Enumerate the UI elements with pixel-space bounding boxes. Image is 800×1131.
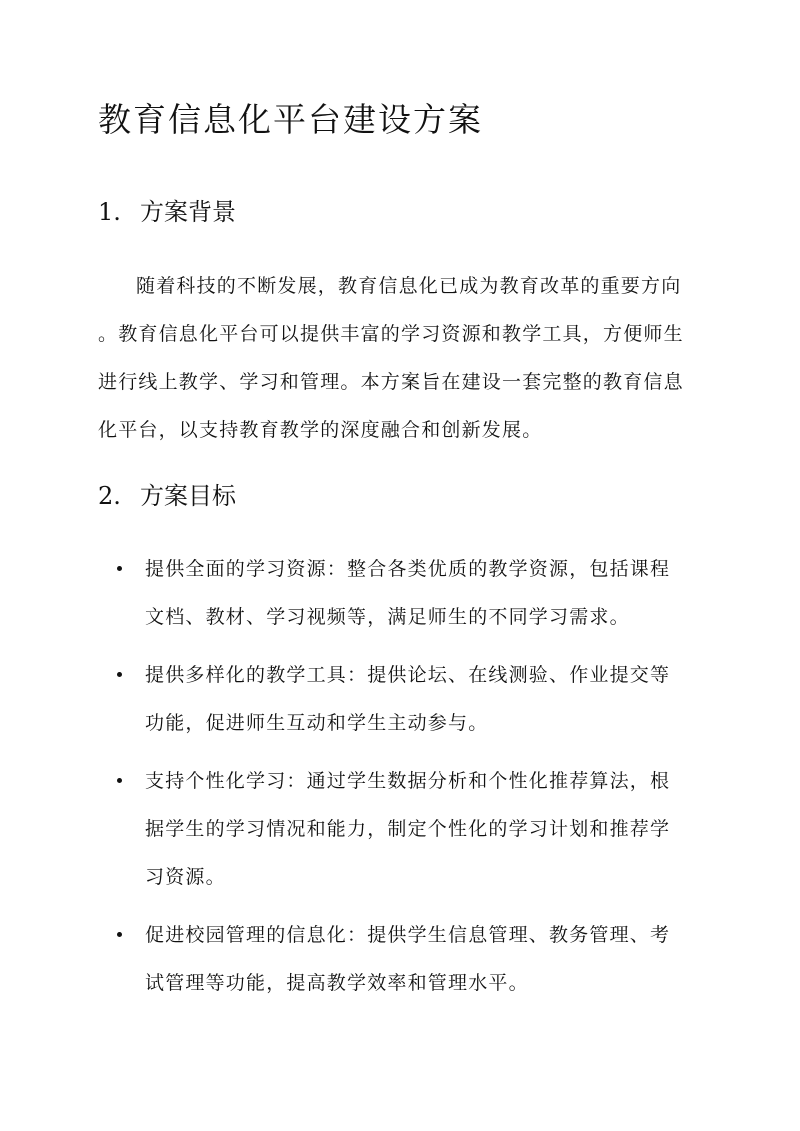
- list-item-line: 功能，促进师生互动和学生主动参与。: [145, 712, 489, 734]
- bullet-dot-icon: [117, 566, 122, 571]
- list-item-line: 提供全面的学习资源：整合各类优质的教学资源，包括课程: [145, 558, 671, 580]
- goals-list-item: [112, 651, 702, 747]
- section-title: 方案目标: [140, 482, 236, 510]
- goals-list-item: [112, 911, 702, 1007]
- section-number: 2.: [98, 482, 121, 510]
- list-item-line: 据学生的学习情况和能力，制定个性化的学习计划和推荐学: [145, 818, 671, 840]
- bullet-dot-icon: [117, 778, 122, 783]
- list-item-line: 支持个性化学习：通过学生数据分析和个性化推荐算法，根: [145, 770, 671, 792]
- bullet-dot-icon: [117, 672, 122, 677]
- document-title: 教育信息化平台建设方案: [98, 100, 483, 139]
- paragraph-line: 。教育信息化平台可以提供丰富的学习资源和教学工具，方便师生: [98, 323, 684, 345]
- goals-list-item: [112, 757, 702, 901]
- list-item-line: 习资源。: [145, 866, 226, 888]
- list-item-line: 促进校园管理的信息化：提供学生信息管理、教务管理、考: [145, 924, 671, 946]
- section-number: 1.: [98, 198, 121, 226]
- section-title: 方案背景: [140, 198, 236, 226]
- bullet-dot-icon: [117, 932, 122, 937]
- paragraph-line: 进行线上教学、学习和管理。本方案旨在建设一套完整的教育信息: [98, 371, 684, 393]
- list-item-line: 试管理等功能，提高教学效率和管理水平。: [145, 972, 529, 994]
- background-paragraph: [98, 262, 702, 454]
- paragraph-line: 随着科技的不断发展，教育信息化已成为教育改革的重要方向: [136, 275, 682, 297]
- paragraph-line: 化平台，以支持教育教学的深度融合和创新发展。: [98, 419, 543, 441]
- list-item-line: 提供多样化的教学工具：提供论坛、在线测验、作业提交等: [145, 664, 671, 686]
- list-item-line: 文档、教材、学习视频等，满足师生的不同学习需求。: [145, 606, 630, 628]
- goals-list: [112, 545, 702, 1007]
- goals-list-item: [112, 545, 702, 641]
- section-heading-background: [98, 196, 236, 228]
- section-heading-goals: [98, 480, 236, 512]
